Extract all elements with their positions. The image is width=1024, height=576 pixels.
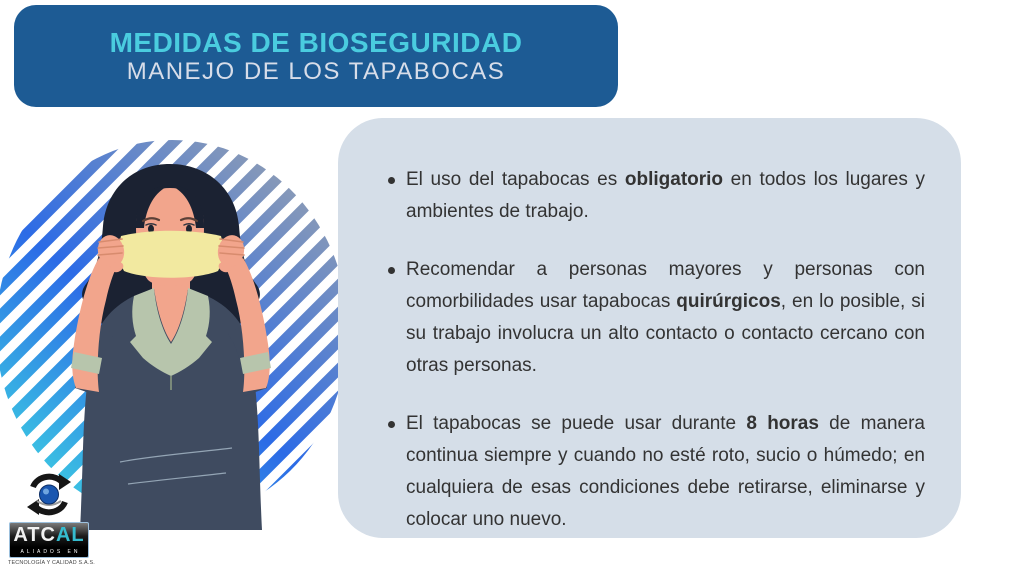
page-title: MEDIDAS DE BIOSEGURIDAD xyxy=(109,26,523,58)
logo-tagline-1: ALIADOS EN xyxy=(9,547,89,558)
face-mask xyxy=(119,231,223,278)
eye-rotate-icon xyxy=(23,470,75,520)
atcal-logo xyxy=(8,470,95,566)
bullet-item: El uso del tapabocas es obligatorio en todos los lugares y ambientes de trabajo. xyxy=(382,164,925,228)
bullet-item: Recomendar a personas mayores y personas con comorbilidades usar tapabocas quirúrgicos, en lo posible, si su trabajo involucra un alto contacto o contacto cercano con otras personas. xyxy=(382,254,925,382)
bullet-item: El tapabocas se puede usar durante 8 horas de manera continua siempre y cuando no esté roto, sucio o húmedo; en cualquiera de esas condiciones debe retirarse, eliminarse y colocar uno nuevo. xyxy=(382,408,925,536)
bullet-list xyxy=(382,164,925,536)
page-subtitle: MANEJO DE LOS TAPABOCAS xyxy=(126,57,506,85)
logo-wordmark-part2: AL xyxy=(55,524,85,546)
logo-tagline-2: TECNOLOGÍA Y CALIDAD S.A.S. xyxy=(8,559,95,566)
logo-wordmark-part1: ATC xyxy=(13,524,56,546)
header-banner xyxy=(14,5,618,107)
logo-wordmark xyxy=(9,522,89,547)
content-card xyxy=(338,118,961,538)
